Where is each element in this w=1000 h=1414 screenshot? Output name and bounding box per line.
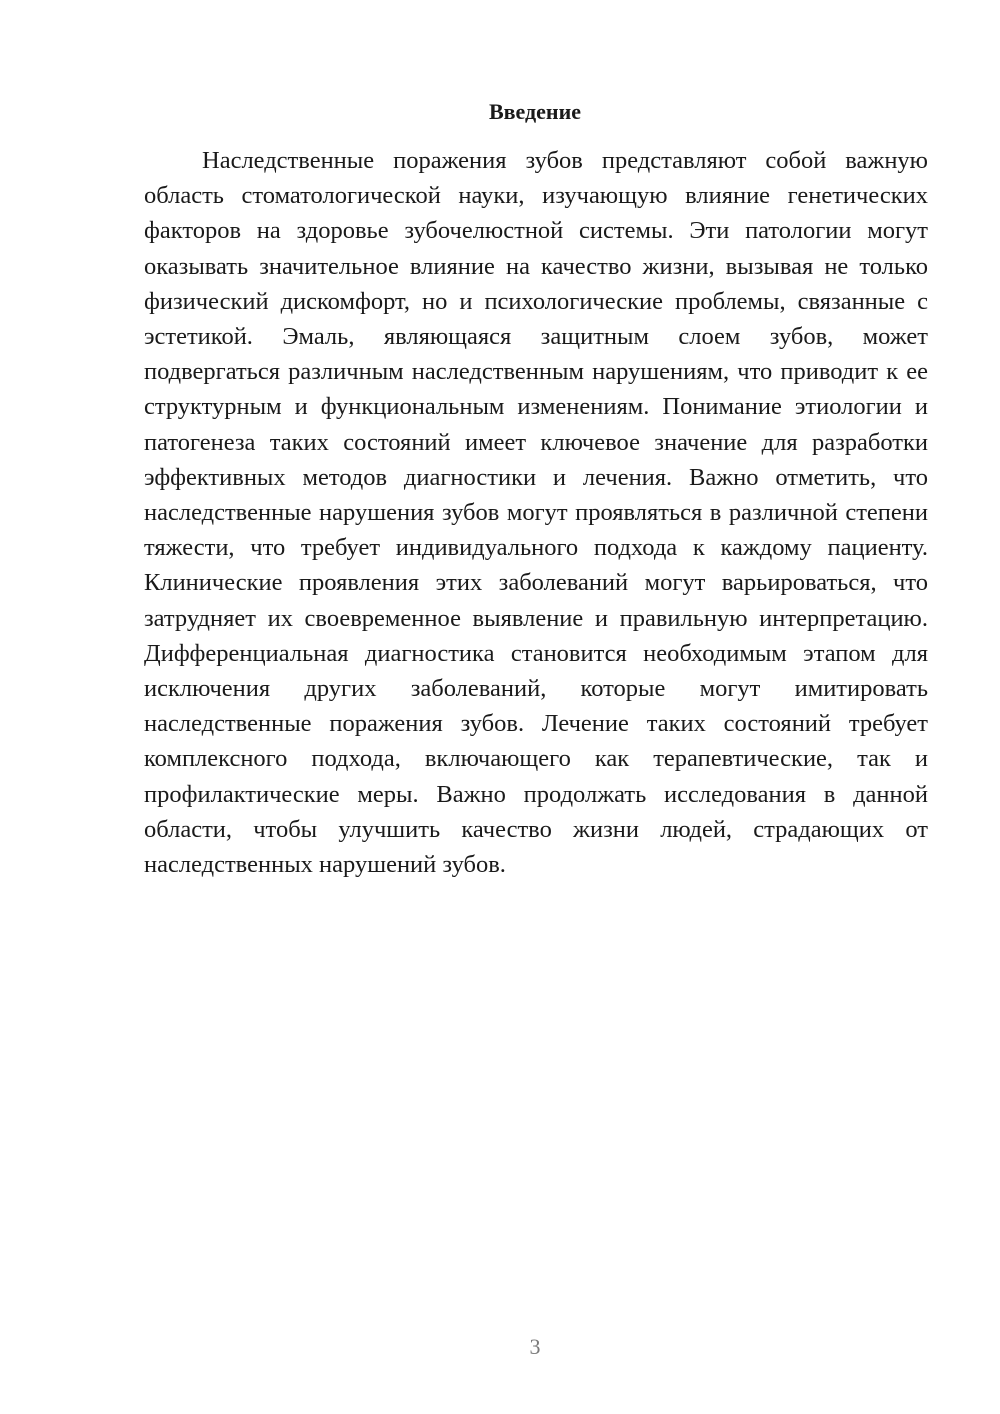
- body-paragraph: Наследственные поражения зубов представляют собой важную область стоматологической науки, изучающую влияние генетических факторов на здоровье зубочелюстной системы. Эти патологии могут оказывать значительное влияние на качество жизни, вызывая не только физический дискомфорт, но и психологические проблемы, связанные с эстетикой. Эмаль, являющаяся защитным слоем зубов, может подвергаться различным наследственным нарушениям, что приводит к ее структурным и функциональным изменениям. Понимание этиологии и патогенеза таких состояний имеет ключевое значение для разработки эффективных методов диагностики и лечения. Важно отметить, что наследственные нарушения зубов могут проявляться в различной степени тяжести, что требует индивидуального подхода к каждому пациенту. Клинические проявления этих заболеваний могут варьироваться, что затрудняет их своевременное выявление и правильную интерпретацию. Дифференциальная диагностика становится необходимым этапом для исключения других заболеваний, которые могут имитировать наследственные поражения зубов. Лечение таких состояний требует комплексного подхода, включающего как терапевтические, так и профилактические меры. Важно продолжать исследования в данной области, чтобы улучшить качество жизни людей, страдающих от наследственных нарушений зубов.: [144, 147, 928, 879]
- page-number: 3: [529, 1334, 541, 1359]
- section-heading: Введение: [488, 99, 582, 124]
